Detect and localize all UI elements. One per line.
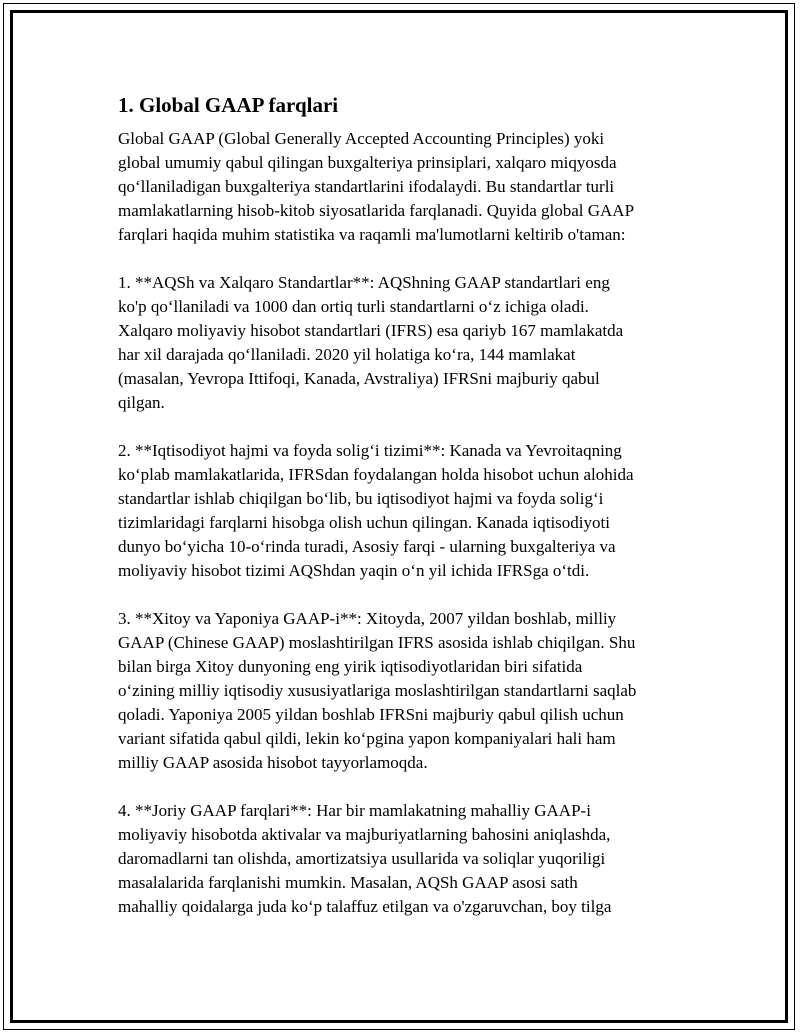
text-line: (masalan, Yevropa Ittifoqi, Kanada, Avstraliya) IFRSni majburiy qabul: [118, 369, 600, 388]
text-line: daromadlarni tan olishda, amortizatsiya usullarida va soliqlar yuqoriligi: [118, 849, 606, 868]
text-line: dunyo bo‘yicha 10-o‘rinda turadi, Asosiy farqi - ularning buxgalteriya va: [118, 537, 616, 556]
document-body: [118, 91, 688, 943]
text-line: qoladi. Yaponiya 2005 yildan boshlab IFRSni majburiy qabul qilish uchun: [118, 705, 624, 724]
text-line: qilgan.: [118, 393, 165, 412]
list-item-us-international: [118, 271, 688, 415]
text-line: standartlar ishlab chiqilgan bo‘lib, bu iqtisodiyot hajmi va foyda solig‘i: [118, 489, 604, 508]
text-line: milliy GAAP asosida hisobot tayyorlamoqda.: [118, 753, 428, 772]
text-line: ko‘plab mamlakatlarida, IFRSdan foydalangan holda hisobot uchun alohida: [118, 465, 634, 484]
text-line: 2. **Iqtisodiyot hajmi va foyda solig‘i tizimi**: Kanada va Yevroitaqning: [118, 441, 622, 460]
text-line: mamlakatlarning hisob-kitob siyosatlarida farqlanadi. Quyida global GAAP: [118, 201, 635, 220]
text-line: har xil darajada qo‘llaniladi. 2020 yil holatiga ko‘ra, 144 mamlakat: [118, 345, 576, 364]
text-line: 3. **Xitoy va Yaponiya GAAP-i**: Xitoyda, 2007 yildan boshlab, milliy: [118, 609, 617, 628]
text-line: farqlari haqida muhim statistika va raqamli ma'lumotlarni keltirib o'taman:: [118, 225, 626, 244]
text-line: masalalarida farqlanishi mumkin. Masalan, AQSh GAAP asosi sath: [118, 873, 578, 892]
list-item-economy-tax: [118, 439, 688, 583]
text-line: bilan birga Xitoy dunyoning eng yirik iqtisodiyotlaridan biri sifatida: [118, 657, 583, 676]
text-line: o‘zining milliy iqtisodiy xususiyatlariga moslashtirilgan standartlarni saqlab: [118, 681, 637, 700]
list-item-current-gaap: [118, 799, 688, 919]
text-line: GAAP (Chinese GAAP) moslashtirilgan IFRS asosida ishlab chiqilgan. Shu: [118, 633, 636, 652]
text-line: moliyaviy hisobotda aktivalar va majburiyatlarning bahosini aniqlashda,: [118, 825, 611, 844]
text-line: 1. **AQSh va Xalqaro Standartlar**: AQShning GAAP standartlari eng: [118, 273, 610, 292]
text-line: moliyaviy hisobot tizimi AQShdan yaqin o‘n yil ichida IFRSga o‘tdi.: [118, 561, 590, 580]
text-line: Global GAAP (Global Generally Accepted Accounting Principles) yoki: [118, 129, 605, 148]
text-line: 4. **Joriy GAAP farqlari**: Har bir mamlakatning mahalliy GAAP-i: [118, 801, 591, 820]
text-line: ko'p qo‘llaniladi va 1000 dan ortiq turli standartlarni o‘z ichiga oladi.: [118, 297, 589, 316]
intro-paragraph: [118, 127, 688, 247]
text-line: tizimlaridagi farqlarni hisobga olish uchun qilingan. Kanada iqtisodiyoti: [118, 513, 610, 532]
section-heading: 1. Global GAAP farqlari: [118, 93, 339, 117]
text-line: qo‘llaniladigan buxgalteriya standartlarini ifodalaydi. Bu standartlar turli: [118, 177, 615, 196]
text-line: global umumiy qabul qilingan buxgalteriya prinsiplari, xalqaro miqyosda: [118, 153, 617, 172]
text-line: mahalliy qoidalarga juda ko‘p talaffuz etilgan va o'zgaruvchan, boy tilga: [118, 897, 612, 916]
text-line: variant sifatida qabul qildi, lekin ko‘pgina yapon kompaniyalari hali ham: [118, 729, 616, 748]
list-item-china-japan: [118, 607, 688, 775]
text-line: Xalqaro moliyaviy hisobot standartlari (IFRS) esa qariyb 167 mamlakatda: [118, 321, 624, 340]
